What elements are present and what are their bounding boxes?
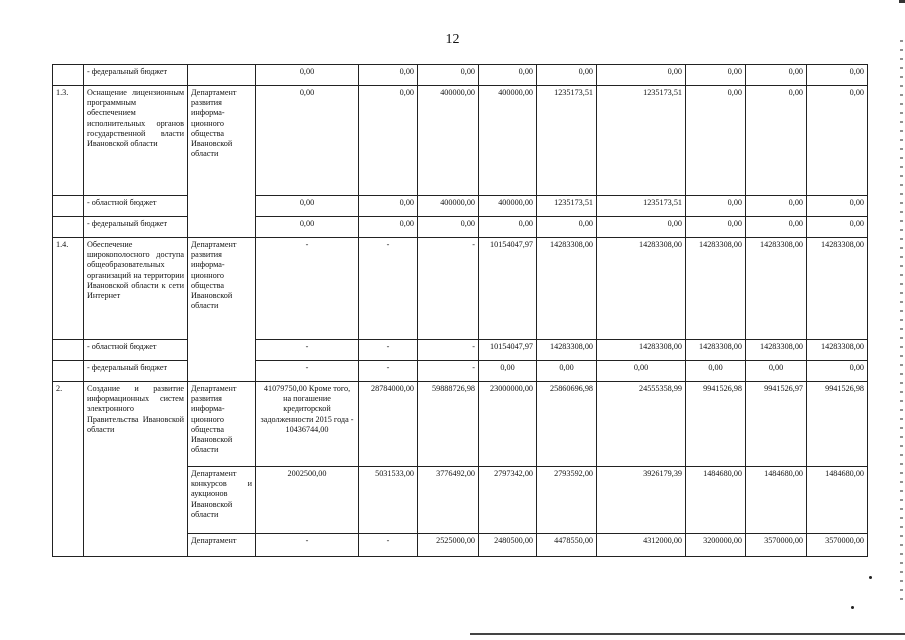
value-cell: 25860696,98 — [537, 382, 597, 467]
value-cell: 0,00 — [746, 217, 807, 238]
value-cell: 1235173,51 — [597, 86, 686, 196]
row-number: 2. — [53, 382, 84, 557]
value-cell: 0,00 — [746, 196, 807, 217]
executor: Департамент развития информа-ционного общества Ивановской области — [188, 86, 256, 238]
value-cell: 14283308,00 — [537, 238, 597, 340]
executor-cell — [188, 65, 256, 86]
value-cell: 0,00 — [537, 217, 597, 238]
value-cell: 10154047,97 — [479, 238, 537, 340]
value-cell: 59888726,98 — [418, 382, 479, 467]
value-cell: 0,00 — [537, 361, 597, 382]
value-cell: 2002500,00 — [256, 467, 359, 534]
value-cell: 0,00 — [359, 196, 418, 217]
scan-bottom-edge — [470, 633, 905, 635]
value-cell: 0,00 — [807, 217, 868, 238]
value-cell: 0,00 — [597, 65, 686, 86]
source-label: - федеральный бюджет — [84, 217, 188, 238]
value-cell: 0,00 — [256, 86, 359, 196]
value-cell: 14283308,00 — [597, 340, 686, 361]
value-cell: 0,00 — [256, 196, 359, 217]
row-number: 1.4. — [53, 238, 84, 340]
value-cell: 23000000,00 — [479, 382, 537, 467]
table-row — [53, 361, 868, 382]
value-cell: 400000,00 — [479, 196, 537, 217]
value-cell: 1235173,51 — [537, 86, 597, 196]
value-cell: 0,00 — [807, 65, 868, 86]
value-cell: 2797342,00 — [479, 467, 537, 534]
value-cell: 1235173,51 — [597, 196, 686, 217]
value-cell: 2525000,00 — [418, 534, 479, 557]
value-cell: - — [256, 534, 359, 557]
value-cell-with-note: 41079750,00 Кроме того, на погашение кредиторской задолженности 2015 года - 10436744,00 — [256, 382, 359, 467]
value-cell: 2480500,00 — [479, 534, 537, 557]
value-cell: 400000,00 — [418, 196, 479, 217]
value-cell: - — [359, 361, 418, 382]
row-number-cell — [53, 65, 84, 86]
value-cell: - — [256, 340, 359, 361]
source-label: - областной бюджет — [84, 196, 188, 217]
value-cell: 1235173,51 — [537, 196, 597, 217]
value-cell: 0,00 — [359, 65, 418, 86]
value-cell: 14283308,00 — [807, 238, 868, 340]
value-cell: 10154047,97 — [479, 340, 537, 361]
value-cell: 3926179,39 — [597, 467, 686, 534]
table-row — [53, 238, 868, 340]
value-cell: 0,00 — [686, 196, 746, 217]
value-cell: 1484680,00 — [807, 467, 868, 534]
executor: Департамент — [188, 534, 256, 557]
value-cell: 0,00 — [686, 86, 746, 196]
value-cell: 14283308,00 — [686, 238, 746, 340]
value-cell: 9941526,98 — [807, 382, 868, 467]
row-number-cell — [53, 361, 84, 382]
value-cell: 0,00 — [686, 217, 746, 238]
value-cell: 0,00 — [479, 361, 537, 382]
value-cell: 24555358,99 — [597, 382, 686, 467]
value-cell: - — [359, 534, 418, 557]
value-cell: 0,00 — [686, 65, 746, 86]
value-cell: 0,00 — [597, 361, 686, 382]
value-cell: 3200000,00 — [686, 534, 746, 557]
scan-edge-noise — [900, 40, 903, 600]
value-cell: 1484680,00 — [746, 467, 807, 534]
value-cell: 2793592,00 — [537, 467, 597, 534]
value-cell: - — [359, 238, 418, 340]
value-cell: 0,00 — [537, 65, 597, 86]
value-cell: - — [418, 340, 479, 361]
table-row — [53, 196, 868, 217]
page-number: 12 — [445, 32, 460, 47]
value-cell: 0,00 — [686, 361, 746, 382]
table-row — [53, 86, 868, 196]
value-cell: 1484680,00 — [686, 467, 746, 534]
value-cell: 0,00 — [746, 361, 807, 382]
value-cell: 0,00 — [418, 65, 479, 86]
value-cell: 14283308,00 — [686, 340, 746, 361]
value-cell: 0,00 — [418, 217, 479, 238]
value-cell: 0,00 — [359, 86, 418, 196]
table-row — [53, 382, 868, 467]
executor: Департамент конкурсов и аукционов Ивановской области — [188, 467, 256, 534]
value-cell: 0,00 — [479, 217, 537, 238]
value-cell: 3776492,00 — [418, 467, 479, 534]
row-number-cell — [53, 340, 84, 361]
row-number: 1.3. — [53, 86, 84, 196]
value-cell: 14283308,00 — [807, 340, 868, 361]
value-cell: 3570000,00 — [746, 534, 807, 557]
value-cell: - — [359, 340, 418, 361]
value-cell: 0,00 — [359, 217, 418, 238]
value-cell: - — [418, 238, 479, 340]
value-cell: 0,00 — [597, 217, 686, 238]
source-label: - федеральный бюджет — [84, 361, 188, 382]
value-cell: 0,00 — [746, 86, 807, 196]
value-cell: 14283308,00 — [597, 238, 686, 340]
value-cell: 0,00 — [746, 65, 807, 86]
table-row — [53, 340, 868, 361]
source-label: - федеральный бюджет — [84, 65, 188, 86]
value-cell: 28784000,00 — [359, 382, 418, 467]
scan-speck — [869, 576, 872, 579]
value-cell: 400000,00 — [418, 86, 479, 196]
source-label: - областной бюджет — [84, 340, 188, 361]
value-cell: 14283308,00 — [537, 340, 597, 361]
budget-table — [52, 64, 868, 557]
row-number-cell — [53, 196, 84, 217]
value-cell: 0,00 — [807, 86, 868, 196]
value-cell: 5031533,00 — [359, 467, 418, 534]
value-cell: 0,00 — [256, 65, 359, 86]
value-cell: - — [418, 361, 479, 382]
value-cell: 400000,00 — [479, 86, 537, 196]
value-cell: - — [256, 238, 359, 340]
executor: Департамент развития информа-ционного общества Ивановской области — [188, 382, 256, 467]
value-cell: 9941526,98 — [686, 382, 746, 467]
value-cell: 4478550,00 — [537, 534, 597, 557]
scan-speck — [851, 606, 854, 609]
measure-name: Обеспечение широкополосного доступа общеобразовательных организаций на территории Ивановской области к сети Интернет — [84, 238, 188, 340]
value-cell: 14283308,00 — [746, 340, 807, 361]
measure-name: Оснащение лицензионным программным обеспечением исполнительных органов государственной власти Ивановской области — [84, 86, 188, 196]
value-cell: 0,00 — [807, 361, 868, 382]
row-number-cell — [53, 217, 84, 238]
value-cell: 0,00 — [807, 196, 868, 217]
value-cell: 3570000,00 — [807, 534, 868, 557]
value-cell: 9941526,97 — [746, 382, 807, 467]
executor: Департамент развития информа-ционного общества Ивановской области — [188, 238, 256, 382]
value-cell: 0,00 — [256, 217, 359, 238]
table-row — [53, 217, 868, 238]
value-cell: 14283308,00 — [746, 238, 807, 340]
value-cell: - — [256, 361, 359, 382]
value-cell: 0,00 — [479, 65, 537, 86]
measure-name: Создание и развитие информационных систем электронного Правительства Ивановской области — [84, 382, 188, 557]
value-cell: 4312000,00 — [597, 534, 686, 557]
table-row — [53, 65, 868, 86]
